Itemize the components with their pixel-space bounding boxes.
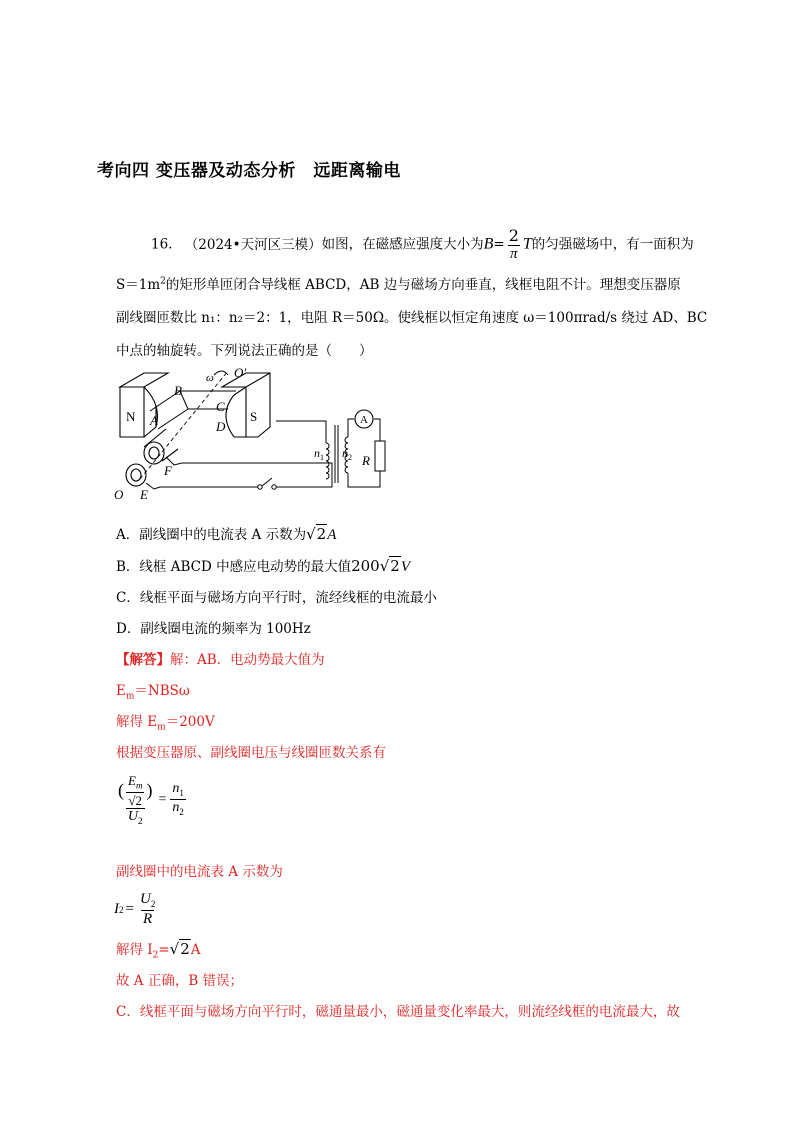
current-result-equals: = [158, 942, 170, 958]
option-c: C．线框平面与磁场方向平行时，流经线框的电流最小 [116, 590, 437, 606]
conclusion-ab: 故 A 正确，B 错误； [116, 973, 244, 989]
b-symbol: B [483, 235, 494, 253]
option-a-radicand: 2 [316, 525, 327, 543]
label-o: O [114, 487, 124, 502]
question-text-2a: S＝1m [116, 277, 161, 293]
label-c: C [216, 399, 225, 414]
option-a-text: A．副线圈中的电流表 A 示数为 [116, 527, 307, 543]
turns-ratio-numerator: $n_1$ [172, 781, 184, 799]
turns-ratio-denominator: $n_2$ [172, 800, 184, 817]
current-result-sqrt: √2 [169, 940, 190, 958]
em-value [116, 710, 215, 733]
current-fraction-denominator: R [143, 911, 153, 927]
current-result-radicand: 2 [180, 940, 190, 958]
question-number: 16. [151, 236, 173, 253]
em-over-root2 [126, 774, 144, 807]
voltage-ratio-denominator: $U_2$ [127, 808, 143, 826]
question-line-3: 副线圈匝数比 n₁：n₂＝2：1，电阻 R＝50Ω。使线框以恒定角速度 ω＝100πrad/s 绕过 AD、BC [116, 310, 708, 326]
current-fraction [138, 892, 157, 927]
voltage-relation-text: 根据变压器原、副线圈电压与线圈匝数关系有 [116, 745, 386, 761]
em-formula: ＝NBSω [134, 683, 190, 699]
current-result-unit: A [190, 942, 201, 958]
current-result [116, 938, 201, 961]
question-text-2b: 的矩形单匝闭合导线框 ABCD，AB 边与磁场方向垂直，线框电阻不计。理想变压器原 [165, 277, 681, 293]
label-b: B [174, 383, 182, 398]
current-result-subscript: 2 [152, 950, 159, 961]
question-line-1 [151, 228, 694, 262]
b-equals: = [493, 236, 505, 253]
label-s: S [250, 409, 258, 424]
voltage-ratio-formula [114, 774, 188, 825]
section-heading: 考向四 变压器及动态分析 远距离输电 [97, 161, 401, 181]
current-result-prefix: 解得 I [116, 942, 153, 958]
generator-transformer-figure [110, 365, 410, 505]
em-over-root2-denominator: √2 [128, 792, 143, 808]
option-b-coefficient: 200 [351, 557, 380, 575]
label-f: F [164, 463, 172, 478]
omega-arrow [214, 371, 228, 375]
label-d: D [216, 419, 226, 434]
em-value-subscript: m [157, 722, 166, 733]
label-o-prime: O′ [234, 365, 247, 380]
ammeter-label: A [360, 414, 368, 426]
transformer [326, 419, 385, 487]
option-b-sqrt: √2 [379, 557, 400, 575]
em-over-root2-numerator: $E_m$ [128, 773, 143, 791]
option-a [116, 523, 336, 544]
option-a-sqrt: √2 [306, 525, 327, 543]
voltage-ratio-left [116, 774, 154, 825]
current-formula [114, 892, 159, 927]
option-b-radicand: 2 [390, 557, 400, 575]
label-n1: $n_1$ [314, 446, 324, 462]
magnet-s [222, 373, 270, 437]
answer-intro [116, 648, 325, 668]
em-value-result: ＝200V [165, 714, 215, 730]
explanation-c: C．线框平面与磁场方向平行时，磁通量最小，磁通量变化率最大，则流经线框的电流最大，故 [116, 1004, 680, 1020]
label-r: R [362, 453, 370, 468]
turns-ratio [170, 782, 186, 817]
question-source: （2024•天河区三模） [184, 236, 322, 253]
option-d: D．副线圈电流的频率为 100Hz [116, 621, 311, 637]
current-symbol: I [114, 901, 119, 917]
label-e: E [140, 487, 148, 502]
b-numerator: 2 [508, 226, 519, 245]
b-unit: T [522, 235, 532, 253]
question-text-1b: 的匀强磁场中，有一面积为 [531, 236, 694, 253]
label-n: N [126, 409, 136, 424]
em-equation [116, 679, 190, 702]
question-line-2 [116, 273, 681, 293]
current-fraction-numerator: $U_2$ [139, 891, 156, 909]
label-n2: $n_2$ [342, 446, 352, 462]
option-b-text: B．线框 ABCD 中感应电动势的最大值 [116, 559, 352, 575]
area-exponent: 2 [160, 276, 166, 287]
b-denominator: π [510, 246, 518, 262]
em-subscript: m [125, 691, 135, 702]
option-b-unit: V [400, 559, 410, 575]
label-a: A [150, 413, 158, 428]
ammeter-reading-text: 副线圈中的电流表 A 示数为 [116, 864, 283, 880]
current-equals: = [125, 901, 134, 917]
voltage-ratio-numerator: ( $\frac{E_m}{√2}$ ) [118, 773, 153, 808]
option-a-unit: A [327, 527, 337, 543]
b-fraction [507, 228, 521, 262]
em-symbol: E [116, 683, 126, 699]
em-value-prefix: 解得 E [116, 714, 158, 730]
answer-label: 【解答】 [116, 652, 170, 668]
current-subscript: 2 [119, 904, 124, 915]
option-b [116, 555, 410, 576]
voltage-ratio-equals: = [158, 791, 167, 807]
question-text-1a: 如图，在磁感应强度大小为 [321, 236, 484, 253]
answer-intro-text: 解：AB．电动势最大值为 [170, 652, 325, 668]
label-omega: ω [206, 372, 214, 384]
question-line-4: 中点的轴旋转。下列说法正确的是（ ） [116, 343, 373, 359]
